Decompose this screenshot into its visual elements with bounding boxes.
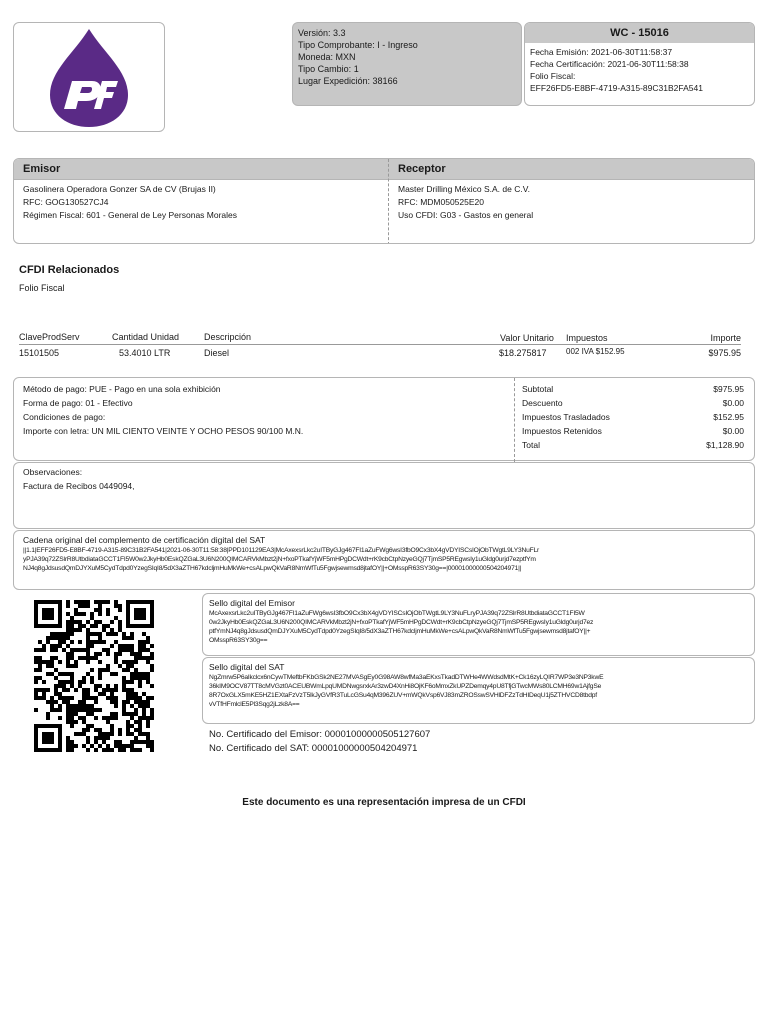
- cfdi-relacionados-title: CFDI Relacionados: [19, 264, 120, 276]
- sello-emisor-line-1: McAxexsrLkc2uITByGJg467FI1aZuFWg6wsI3fbO9Cx3bX4gVDYISCsIOjObTWgtL9LY3NuFLryPJA39q72ZSlrR8UtbdiataGCCT1FI5W: [209, 610, 585, 617]
- cell-impuestos: 002 IVA $152.95: [566, 347, 625, 356]
- descuento-value: $0.00: [722, 398, 744, 408]
- sello-emisor-title: Sello digital del Emisor: [209, 598, 295, 608]
- cell-valor-unitario: $18.275817: [499, 348, 547, 358]
- retenidos-label: Impuestos Retenidos: [522, 426, 602, 436]
- receptor-title: Receptor: [398, 163, 446, 175]
- lugar-expedicion-text: Lugar Expedición: 38166: [298, 76, 398, 86]
- trasladados-label: Impuestos Trasladados: [522, 412, 610, 422]
- retenidos-value: $0.00: [722, 426, 744, 436]
- descuento-label: Descuento: [522, 398, 563, 408]
- qr-code: [34, 600, 154, 752]
- certificado-sat-text: No. Certificado del SAT: 00001000000504204971: [209, 743, 418, 754]
- col-cantidad-header: Cantidad Unidad: [112, 332, 180, 342]
- emisor-name: Gasolinera Operadora Gonzer SA de CV (Brujas II): [23, 184, 216, 194]
- logo-box: [13, 22, 165, 132]
- cfdi-relacionados-folio-label: Folio Fiscal: [19, 283, 65, 293]
- folio-box: [524, 22, 755, 106]
- total-label: Total: [522, 440, 540, 450]
- sello-sat-title: Sello digital del SAT: [209, 662, 285, 672]
- sello-emisor-line-2: 0w2JkyHb0EskQZGaL3U6N200QIMCARVkMbzt2jN+fxoPTkafYjWF5mHPgDCWdt+rK9cbCtpNzyeGQj7TjmSP5REgwsIy1uGldg0urjd7ez: [209, 619, 594, 626]
- subtotal-value: $975.95: [713, 384, 744, 394]
- cadena-title: Cadena original del complemento de certificación digital del SAT: [23, 535, 266, 545]
- concepts-header-rule: [19, 344, 741, 345]
- footer-note: Este documento es una representación impresa de un CFDI: [242, 797, 526, 808]
- sello-sat-line-1: NgZmrw5P6aIkclcx6nCywTMeftbFKbGSk2NE27MVASgEy0G98AW8wfMa3aEKxsTkadDTWHe4WWdsdMtK+Ck16zyLQIR7WP3e3NP3kwE: [209, 674, 604, 681]
- cell-clave: 15101505: [19, 348, 60, 358]
- cell-descripcion: Diesel: [204, 348, 230, 358]
- receptor-uso: Uso CFDI: G03 - Gastos en general: [398, 210, 534, 220]
- emisor-receptor-box: [13, 158, 755, 244]
- totals-divider: [514, 378, 515, 462]
- fecha-emision-text: Fecha Emisión: 2021-06-30T11:58:37: [530, 47, 673, 57]
- trasladados-value: $152.95: [713, 412, 744, 422]
- subtotal-label: Subtotal: [522, 384, 554, 394]
- observaciones-title: Observaciones:: [23, 467, 83, 477]
- forma-pago-text: Forma de pago: 01 - Efectivo: [23, 398, 133, 408]
- totals-panel: [522, 384, 744, 450]
- company-logo: [14, 23, 164, 131]
- certificado-emisor-text: No. Certificado del Emisor: 00001000000505127607: [209, 729, 431, 740]
- emisor-receptor-divider: [388, 159, 389, 244]
- total-value: $1,128.90: [706, 440, 744, 450]
- payment-totals-box: [13, 377, 755, 461]
- emisor-title: Emisor: [23, 163, 61, 175]
- folio-title: WC - 15016: [610, 27, 669, 39]
- importe-letra-text: Importe con letra: UN MIL CIENTO VEINTE Y OCHO PESOS 90/100 M.N.: [23, 426, 304, 436]
- comprobante-info-box: [292, 22, 522, 106]
- cadena-original-box: [13, 530, 755, 590]
- cell-cantidad: 53.4010 LTR: [119, 348, 171, 358]
- fecha-certificacion-text: Fecha Certificación: 2021-06-30T11:58:38: [530, 59, 689, 69]
- sello-sat-line-2: 36kIM9OCV87TT8cMVGzt0ACEUBWmLpqUMDNwgsrxkAr3zwD4XnHi8OjKF6oMmxZkUPZDemqy4pU8TfjGTwcMWs80LCMH69w1AjfgSe: [209, 683, 602, 690]
- col-descripcion-header: Descripción: [204, 332, 252, 342]
- metodo-pago-text: Método de pago: PUE - Pago en una sola exhibición: [23, 384, 221, 394]
- sello-emisor-box: [202, 593, 755, 656]
- observaciones-box: [13, 462, 755, 529]
- receptor-rfc: RFC: MDM050525E20: [398, 197, 484, 207]
- col-importe-header: Importe: [710, 333, 741, 343]
- folio-title-bar: [525, 23, 754, 43]
- col-impuestos-header: Impuestos: [566, 333, 608, 343]
- version-text: Versión: 3.3: [298, 28, 346, 38]
- moneda-text: Moneda: MXN: [298, 52, 356, 62]
- sello-sat-line-4: vVTfHFmlclE5Pl3Sqg2jLzk8A==: [209, 701, 300, 708]
- condiciones-pago-text: Condiciones de pago:: [23, 412, 106, 422]
- folio-fiscal-label: Folio Fiscal:: [530, 71, 576, 81]
- emisor-rfc: RFC: GOG130527CJ4: [23, 197, 109, 207]
- cadena-line-1: ||1.1|EFF26FD5-E8BF-4719-A315-89C31B2FA541|2021-06-30T11:58:38|PPD101129EA3|McAxexsrLkc2uITByGJg467FI1aZuFWg6wsI3fbO9Cx3bX4gVDYISCsIOjObTWgtL9LY3NuFLr: [23, 547, 540, 554]
- tipo-cambio-text: Tipo Cambio: 1: [298, 64, 359, 74]
- cell-importe: $975.95: [708, 348, 741, 358]
- folio-fiscal-value: EFF26FD5-E8BF-4719-A315-89C31B2FA541: [530, 83, 703, 93]
- sello-sat-line-3: 8R7OxGLX5mKE5HZ1EXtaFzVzT5lkJyGVfR3TuLcGSu4qM396ZUV+mWQkVsp6VJ83mZROSswSVHlDFZzTdHIDeqU1j5ZTHVCD8tbdpf: [209, 692, 597, 699]
- observaciones-text: Factura de Recibos 0449094,: [23, 481, 135, 491]
- tipo-comprobante-text: Tipo Comprobante: I - Ingreso: [298, 40, 418, 50]
- sello-sat-box: [202, 657, 755, 724]
- col-valor-unitario-header: Valor Unitario: [500, 333, 554, 343]
- col-clave-header: ClaveProdServ: [19, 332, 80, 342]
- cadena-line-2: yPJA39q72ZSlrR8UtbdiataGCCT1FI5W0w2JkyHb0EskQZGaL3U6N200QIMCARVkMbzt2jN+fxoPTkafYjWF5mHPgDCWdt+rK9cbCtpNzyeGQj7TjmSP5REgwsIy1uGldg0urjd7ezptfYm: [23, 556, 536, 563]
- emisor-regimen: Régimen Fiscal: 601 - General de Ley Personas Morales: [23, 210, 238, 220]
- sello-emisor-line-3: ptfYmNJ4q8gJdsusdQmDJYXuM5CydTdpd0YzegSIqI8/5dX3aZTH67kdcljmHuMkWe+csALpwQkVaR8NmWfTu5Fgwjsewmsd8jtafOY||+: [209, 628, 591, 635]
- cadena-line-3: NJ4q8gJdsusdQmDJYXuM5CydTdpd0YzegSIqI8/5dX3aZTH67kdcljmHuMkWe+csALpwQkVaR8NmWfTu5Fgwjsewmsd8jtafOY||+OMsspR63SY30g==|00001000000504204971||: [23, 565, 522, 572]
- receptor-name: Master Drilling México S.A. de C.V.: [398, 184, 530, 194]
- emisor-receptor-header: [14, 159, 754, 180]
- sello-emisor-line-4: OMsspR63SY30g==: [209, 637, 268, 644]
